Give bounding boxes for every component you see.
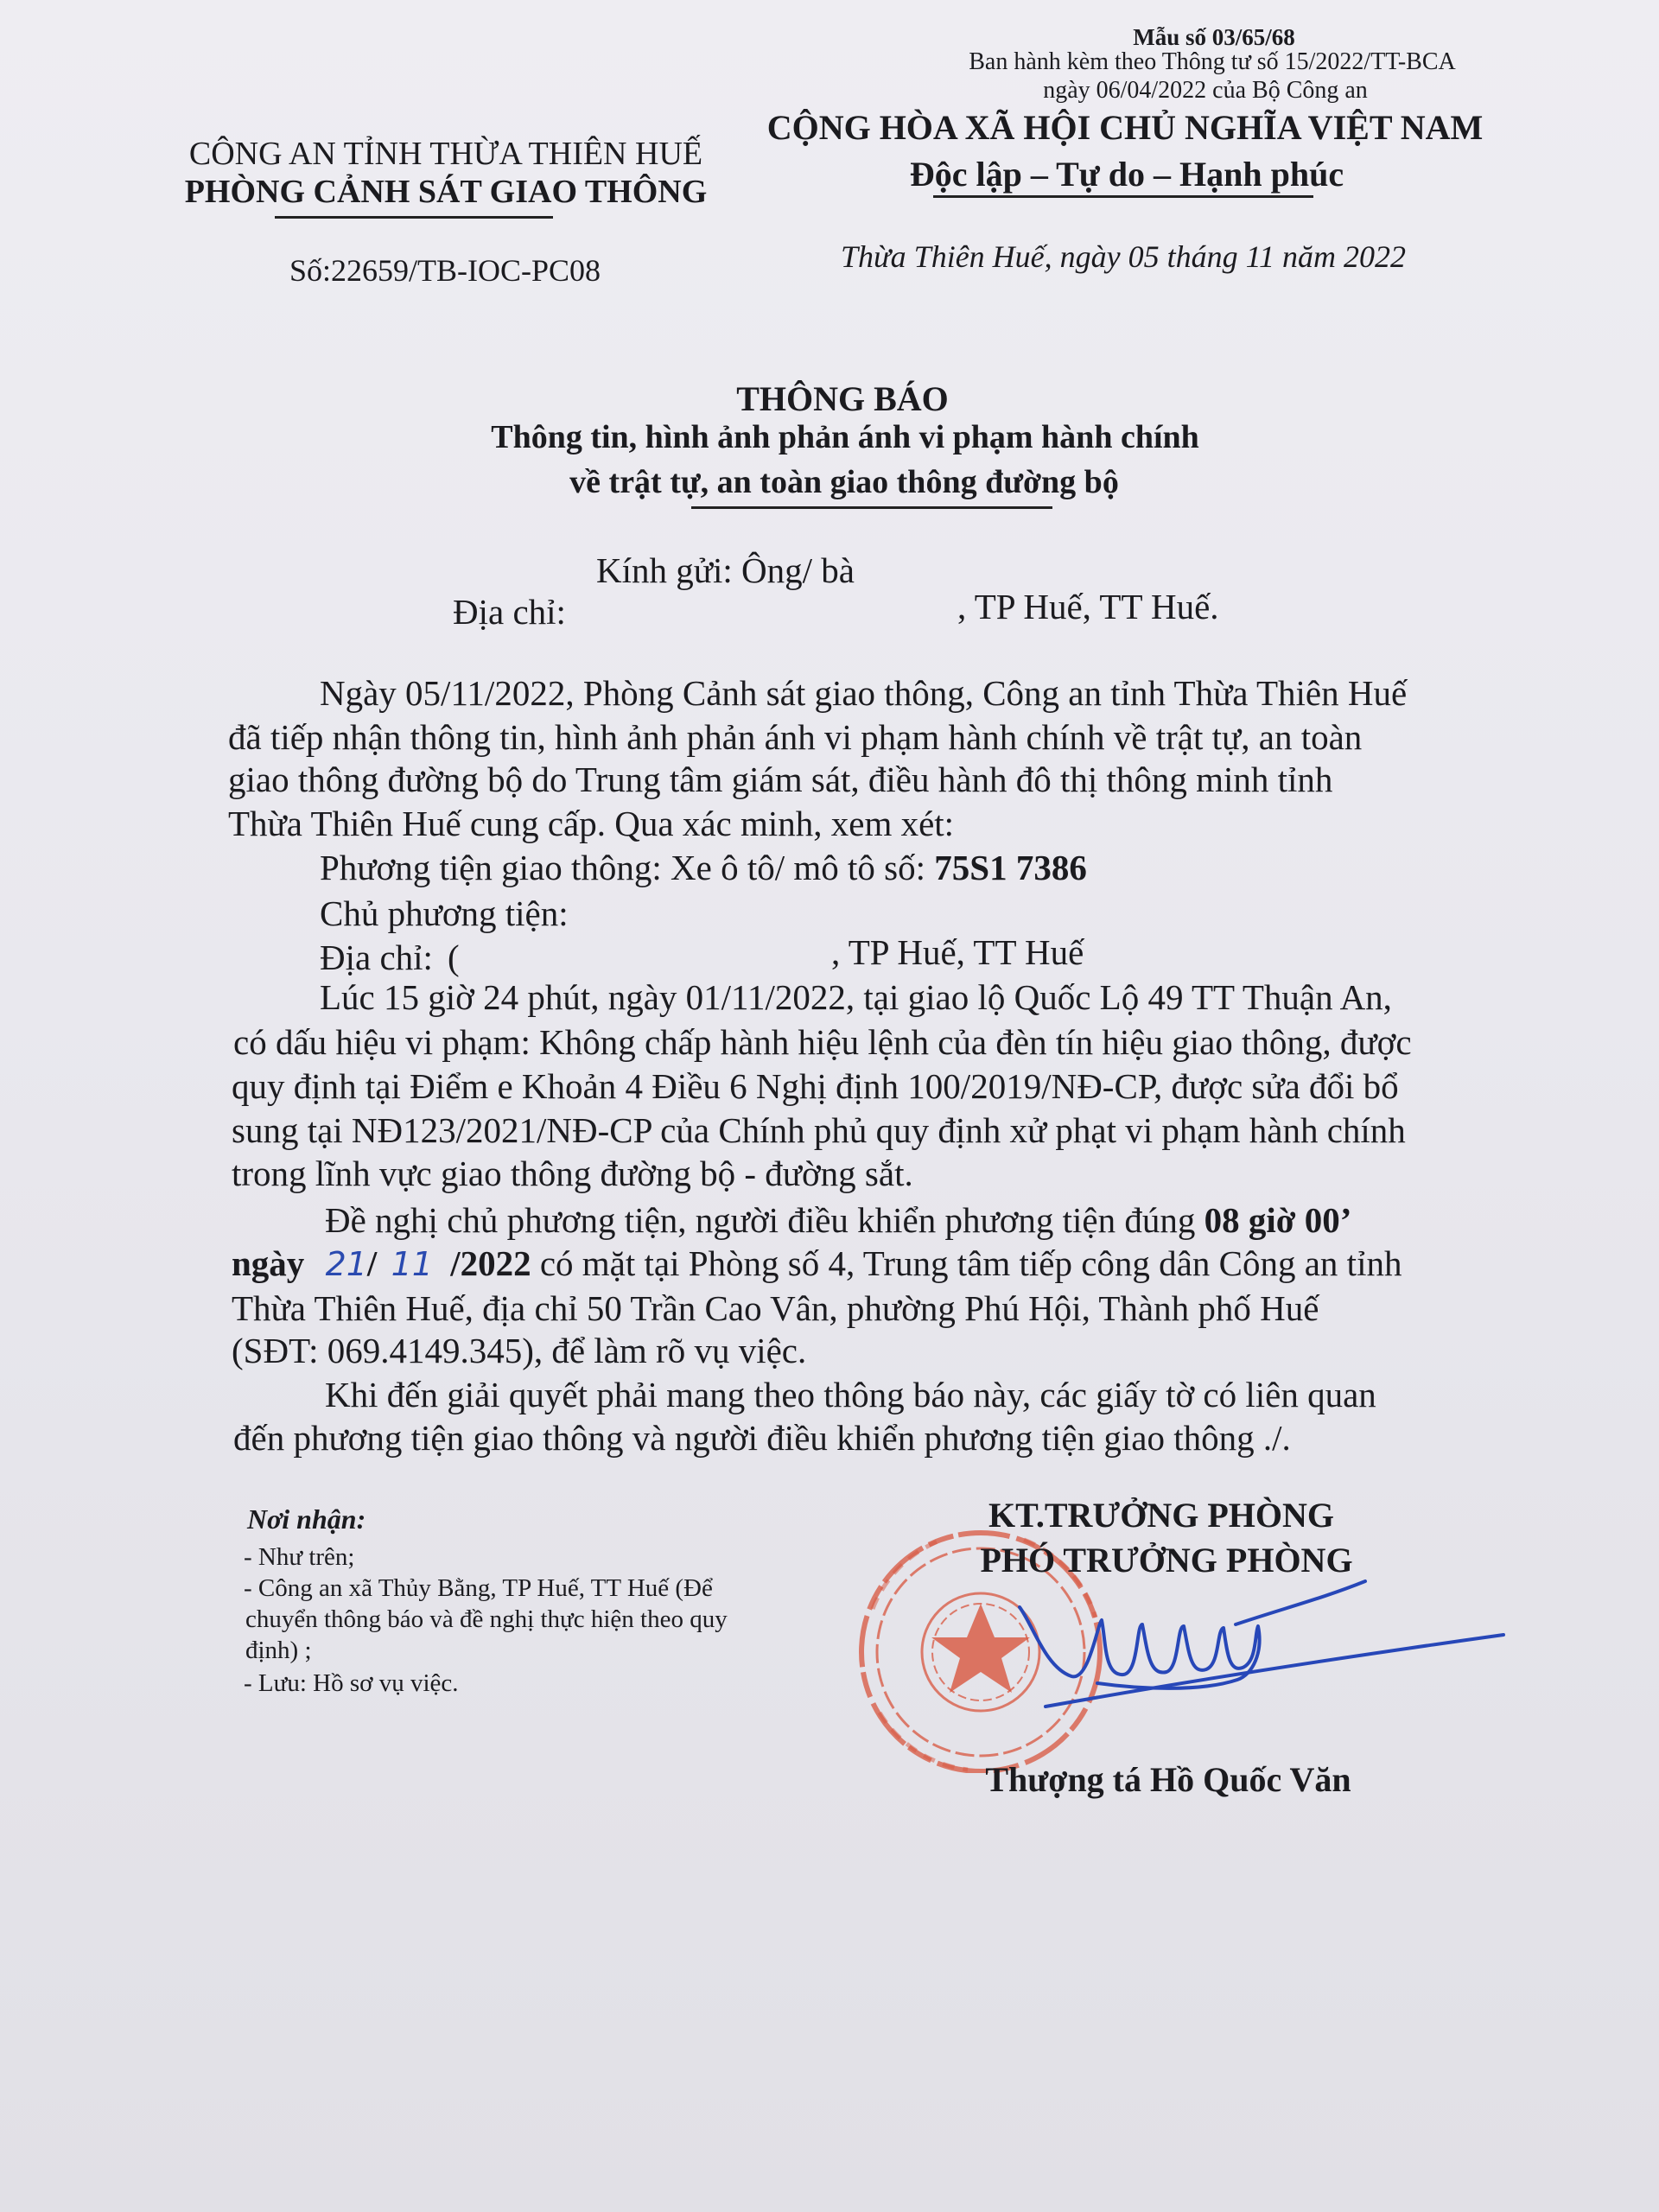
appointment-time: 08 giờ 00’ [1204, 1200, 1352, 1240]
signer-name: Thượng tá Hồ Quốc Văn [985, 1760, 1351, 1799]
paragraph-2-line: Lúc 15 giờ 24 phút, ngày 01/11/2022, tại giao lộ Quốc Lộ 49 TT Thuận An, [320, 977, 1392, 1017]
vehicle-label: Phương tiện giao thông: Xe ô tô/ mô tô số: [320, 848, 926, 887]
owner-label: Chủ phương tiện: [320, 893, 569, 933]
handwritten-day: 21 [325, 1245, 367, 1283]
signature-title-1: KT.TRƯỞNG PHÒNG [988, 1496, 1334, 1535]
appointment-place: có mặt tại Phòng số 4, Trung tâm tiếp công dân Công an tỉnh [539, 1243, 1402, 1283]
nation-motto: Độc lập – Tự do – Hạnh phúc [909, 155, 1344, 194]
paragraph-4-line: Khi đến giải quyết phải mang theo thông báo này, các giấy tờ có liên quan [325, 1375, 1376, 1414]
paragraph-3-line-1 [325, 1200, 1352, 1240]
motto-underline [933, 195, 1313, 198]
greeting: Kính gửi: Ông/ bà [596, 550, 855, 590]
appointment-day-label: ngày [232, 1243, 305, 1283]
owner-address-label: Địa chỉ: [320, 938, 433, 977]
paragraph-1-line: đã tiếp nhận thông tin, hình ảnh phản ánh vi phạm hành chính về trật tự, an toàn [228, 717, 1363, 757]
document-subtitle-line-1: Thông tin, hình ảnh phản ánh vi phạm hành chính [491, 419, 1199, 455]
recipient-address-suffix: , TP Huế, TT Huế. [957, 587, 1219, 626]
document-subtitle-line-2: về trật tự, an toàn giao thông đường bộ [569, 464, 1119, 500]
date-separator: / [366, 1243, 378, 1283]
recipients-label: Nơi nhận: [247, 1503, 366, 1535]
paragraph-3-line-2 [232, 1243, 1402, 1283]
paragraph-1-line: giao thông đường bộ do Trung tâm giám sát, điều hành đô thị thông minh tỉnh [228, 760, 1333, 799]
owner-address-suffix: , TP Huế, TT Huế [831, 932, 1084, 972]
handwritten-signature [994, 1573, 1512, 1728]
recipients-line: - Công an xã Thủy Bằng, TP Huế, TT Huế (Để [244, 1574, 713, 1602]
vehicle-line [320, 850, 1087, 886]
handwritten-month: 11 [391, 1245, 433, 1283]
paragraph-1-line: Thừa Thiên Huế cung cấp. Qua xác minh, xem xét: [228, 804, 955, 843]
org-underline [275, 216, 553, 219]
form-reference-line-2: ngày 06/04/2022 của Bộ Công an [1043, 77, 1368, 104]
paragraph-2-line: trong lĩnh vực giao thông đường bộ - đường sắt. [232, 1154, 913, 1193]
place-and-date: Thừa Thiên Huế, ngày 05 tháng 11 năm 2022 [841, 239, 1406, 274]
owner-address-mark: ( [448, 938, 460, 977]
org-name-line-1: CÔNG AN TỈNH THỪA THIÊN HUẾ [188, 136, 703, 172]
document-title: THÔNG BÁO [736, 379, 949, 418]
paragraph-3-line: Thừa Thiên Huế, địa chỉ 50 Trần Cao Vân, phường Phú Hội, Thành phố Huế [232, 1288, 1319, 1328]
paragraph-1-line: Ngày 05/11/2022, Phòng Cảnh sát giao thông, Công an tỉnh Thừa Thiên Huế [320, 673, 1408, 713]
document-number: Số:22659/TB-IOC-PC08 [289, 253, 601, 288]
paragraph-2-line: có dấu hiệu vi phạm: Không chấp hành hiệu lệnh của đèn tín hiệu giao thông, được [233, 1022, 1412, 1062]
recipients-line: - Như trên; [244, 1543, 355, 1571]
recipient-address-label: Địa chỉ: [453, 592, 566, 632]
recipients-line: chuyển thông báo và đề nghị thực hiện theo quy [245, 1605, 728, 1633]
nation-title: CỘNG HÒA XÃ HỘI CHỦ NGHĨA VIỆT NAM [766, 108, 1484, 147]
paragraph-2-line: sung tại NĐ123/2021/NĐ-CP của Chính phủ quy định xử phạt vi phạm hành chính [232, 1110, 1406, 1150]
signature-title-2: PHÓ TRƯỞNG PHÒNG [980, 1541, 1353, 1580]
appointment-year: /2022 [450, 1243, 531, 1283]
paragraph-4-line: đến phương tiện giao thông và người điều khiển phương tiện giao thông ./. [233, 1418, 1291, 1458]
form-reference-line-1: Ban hành kèm theo Thông tư số 15/2022/TT-BCA [969, 48, 1456, 75]
recipients-line: - Lưu: Hồ sơ vụ việc. [244, 1669, 459, 1697]
org-name-line-2: PHÒNG CẢNH SÁT GIAO THÔNG [184, 174, 708, 210]
vehicle-plate: 75S1 7386 [934, 848, 1087, 887]
form-number: Mẫu số 03/65/68 [1133, 24, 1295, 50]
recipients-line: định) ; [245, 1637, 312, 1664]
appointment-request: Đề nghị chủ phương tiện, người điều khiển phương tiện đúng [325, 1200, 1196, 1240]
title-underline [691, 506, 1052, 509]
paragraph-3-line: (SĐT: 069.4149.345), để làm rõ vụ việc. [232, 1331, 807, 1370]
paragraph-2-line: quy định tại Điểm e Khoản 4 Điều 6 Nghị định 100/2019/NĐ-CP, được sửa đổi bổ [232, 1066, 1399, 1106]
